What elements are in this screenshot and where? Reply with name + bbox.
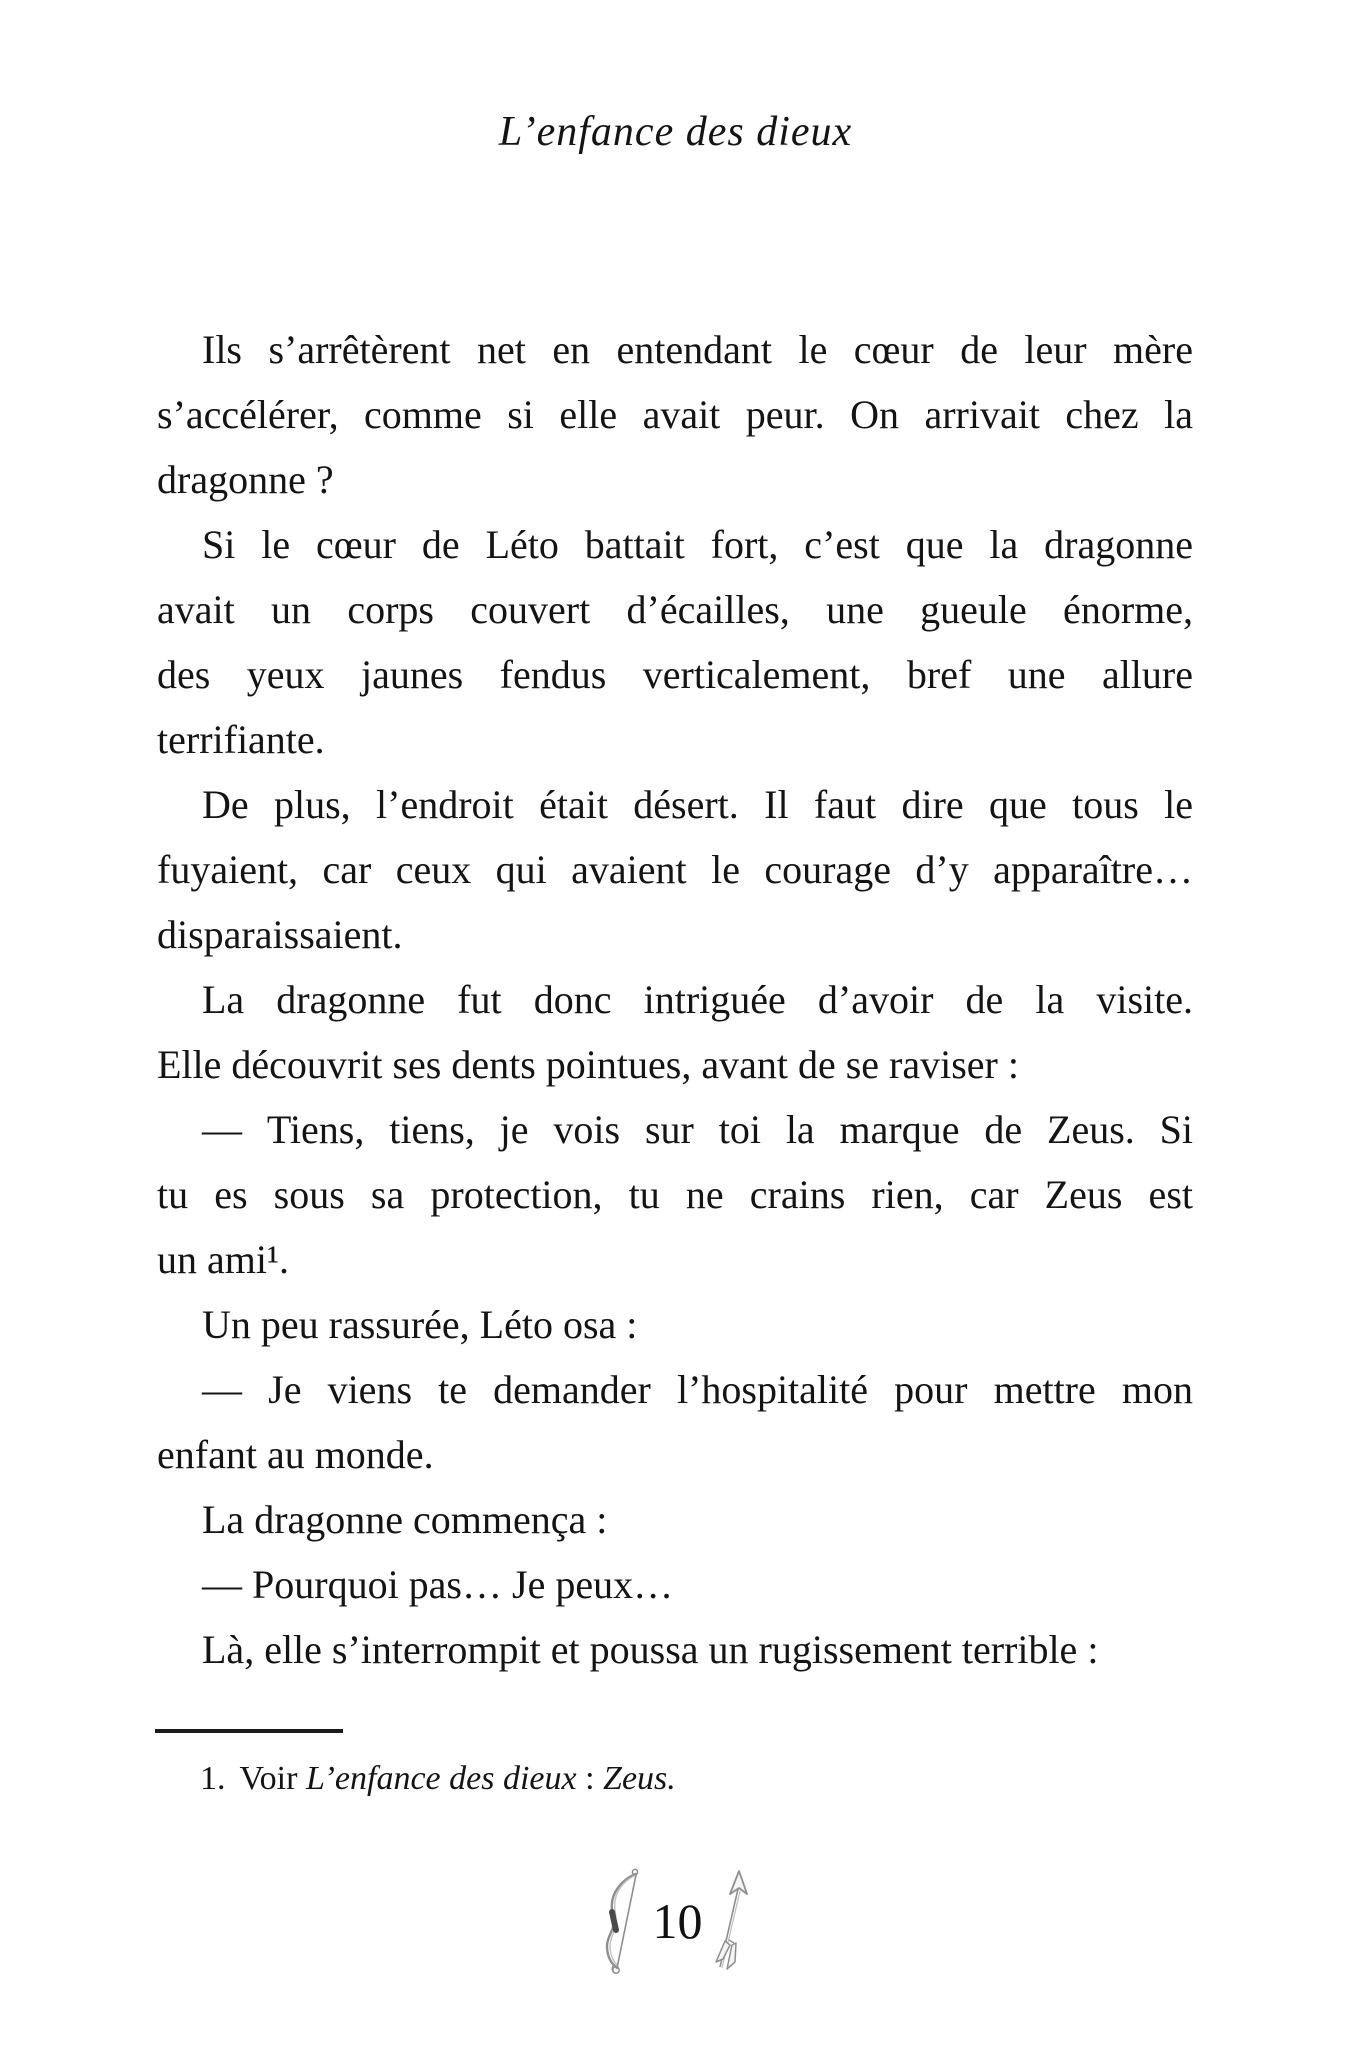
text-line: tu es sous sa protection, tu ne crains rien, car Zeus est [157,1172,1193,1217]
body-text [157,317,1193,1682]
text-line: Ils s’arrêtèrent net en entendant le cœur de leur mère [202,327,1193,372]
text-line: enfant au monde. [157,1432,434,1477]
text-line: Si le cœur de Léto battait fort, c’est que la dragonne [202,522,1193,567]
footnote-separator: : [585,1760,595,1797]
paragraph [157,772,1193,967]
footnote [200,1758,1200,1800]
footnote-divider [155,1729,343,1733]
page-footer [0,1866,1351,1976]
text-line: Là, elle s’interrompit et poussa un rugissement terrible : [202,1627,1099,1672]
text-line: s’accélérer, comme si elle avait peur. On arrivait chez la [157,392,1193,437]
paragraph [157,1292,1193,1357]
text-line: des yeux jaunes fendus verticalement, bref une allure [157,652,1193,697]
footnote-book-title: L’enfance des dieux [305,1760,577,1797]
text-line: Elle découvrit ses dents pointues, avant de se raviser : [157,1042,1019,1087]
bow-icon [601,1866,641,1976]
paragraph [157,967,1193,1097]
text-line: — Pourquoi pas… Je peux… [202,1562,674,1607]
text-line: dragonne ? [157,457,334,502]
paragraph [157,1617,1193,1682]
paragraph [157,1357,1193,1487]
footnote-number: 1. [200,1760,226,1797]
text-line: un ami¹. [157,1237,289,1282]
text-line: fuyaient, car ceux qui avaient le courage d’y apparaître… [157,847,1193,892]
footnote-reference: Zeus. [603,1760,676,1797]
text-line: Un peu rassurée, Léto osa : [202,1302,638,1347]
page-number: 10 [652,1893,703,1949]
paragraph [157,317,1193,512]
text-line: disparaissaient. [157,912,403,957]
footnote-text: Voir [239,1760,298,1797]
running-head-title: L’enfance des dieux [498,109,853,155]
text-line: La dragonne fut donc intriguée d’avoir de la visite. [202,977,1193,1022]
text-line: terrifiante. [157,717,325,762]
paragraph [157,1552,1193,1617]
arrow-icon [715,1870,751,1972]
text-line: — Tiens, tiens, je vois sur toi la marque de Zeus. Si [202,1107,1193,1152]
paragraph [157,1487,1193,1552]
paragraph [157,1097,1193,1292]
text-line: De plus, l’endroit était désert. Il faut dire que tous le [202,782,1193,827]
text-line: avait un corps couvert d’écailles, une gueule énorme, [157,587,1193,632]
text-line: — Je viens te demander l’hospitalité pour mettre mon [202,1367,1193,1412]
paragraph [157,512,1193,772]
text-line: La dragonne commença : [202,1497,608,1542]
